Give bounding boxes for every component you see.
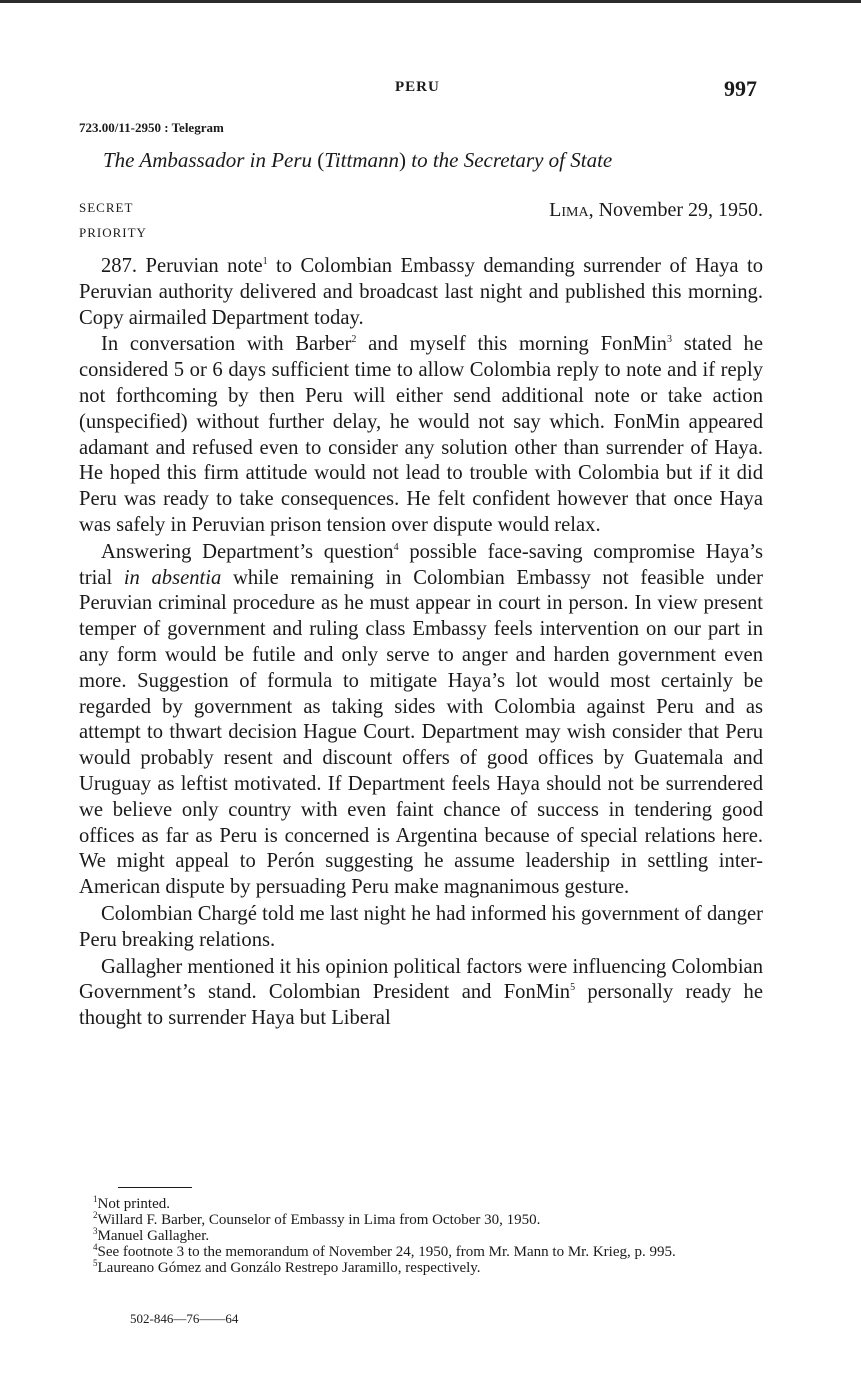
telegram-body: [79, 254, 763, 1033]
title-part-2: to the Secretary of State: [411, 148, 613, 172]
footnote: [77, 1212, 763, 1228]
dateline-place: Lima: [549, 199, 589, 221]
footnote-number: 4: [93, 1242, 98, 1252]
text-run: to Colombian Embassy demanding surrender of Haya to Peruvian authority delivered and broadcast last night and published this morning. Copy airmailed Department today.: [79, 255, 764, 329]
page-number: 997: [724, 76, 757, 101]
paragraph: [79, 254, 763, 331]
text-run: and myself this morning FonMin: [356, 333, 667, 356]
footnote-text: See footnote 3 to the memorandum of November 24, 1950, from Mr. Mann to Mr. Krieg, p. 995.: [97, 1244, 676, 1260]
title-part-1: The Ambassador in Peru: [103, 148, 313, 172]
text-run: possible face-saving compromise Haya’s trial: [79, 540, 763, 589]
text-run: personally ready he thought to surrender Haya but Liberal: [79, 981, 763, 1030]
document-title: [103, 148, 612, 173]
text-run: Gallagher mentioned it his opinion political factors were influencing Colombian Government’s stand. Colombian President and FonMin: [79, 955, 763, 1004]
title-name: Tittmann: [324, 148, 399, 172]
priority-label: PRIORITY: [79, 225, 147, 240]
text-run: stated he considered 5 or 6 days sufficient time to allow Colombia reply to note and if reply not forthcoming by then Peru will either send additional note or take action (unspecified) without further delay, he would not say which. FonMin appeared adamant and refused even to consider any solution other than surrender of Haya. He hoped this firm attitude would not lead to trouble with Colombia but if it did Peru was ready to take consequences. He felt confident however that once Haya was safely in Peruvian prison tension over dispute would relax.: [79, 333, 763, 536]
footnote-number: 2: [93, 1210, 98, 1220]
running-title: PERU: [395, 79, 440, 95]
footnote-number: 5: [93, 1258, 98, 1268]
text-run: 287. Peruvian note: [101, 255, 263, 277]
footnote: [77, 1244, 763, 1260]
footnote-ref: 2: [351, 334, 357, 346]
footnote-text: Not printed.: [97, 1196, 170, 1212]
paragraph: [79, 955, 763, 1032]
title-close-paren: ): [399, 148, 412, 172]
footnote-divider: [118, 1187, 192, 1188]
footnote-ref: 3: [666, 334, 672, 346]
footnote-ref: 1: [262, 256, 268, 268]
footnote-text: Manuel Gallagher.: [97, 1228, 210, 1244]
footnote-text: Laureano Gómez and Gonzálo Restrepo Jaramillo, respectively.: [97, 1260, 481, 1276]
footnote: [77, 1196, 763, 1212]
title-open-paren: (: [312, 148, 325, 172]
top-border: [0, 0, 861, 3]
footnote: [77, 1260, 763, 1276]
file-reference: 723.00/11-2950 : Telegram: [79, 120, 224, 135]
footnote-number: 3: [93, 1226, 98, 1236]
text-run: In conversation with Barber: [101, 333, 352, 356]
paragraph: [79, 540, 763, 901]
footnote-ref: 5: [570, 982, 576, 994]
print-code: 502-846—76——64: [130, 1311, 239, 1326]
classification-label: SECRET: [79, 200, 134, 215]
footnotes: [77, 1196, 763, 1276]
dateline: [549, 199, 763, 222]
text-run: while remaining in Colombian Embassy not feasible under Peruvian criminal procedure as he must appear in court in person. In view present temper of government and ruling class Embassy feels intervention on our part in any form would be futile and only serve to anger and harden government even more. Suggestion of formula to mitigate Haya’s lot would most certainly be regarded by government as taking sides with Colombia against Peru and as attempt to thwart decision Hague Court. Department may wish consider that Peru would probably resent and discount offers of good offices by Guatemala and Uruguay as leftist motivated. If Department feels Haya should not be surrendered we believe only country with even faint chance of success in tendering good offices as far as Peru is concerned is Argentina because of special relations here. We might appeal to Perón suggesting he assume leadership in settling inter-American dispute by persuading Peru make magnanimous gesture.: [79, 566, 763, 899]
footnote: [77, 1228, 763, 1244]
text-run: Colombian Chargé told me last night he had informed his government of danger Peru breaking relations.: [79, 902, 763, 951]
dateline-date: , November 29, 1950.: [588, 199, 763, 221]
footnote-text: Willard F. Barber, Counselor of Embassy in Lima from October 30, 1950.: [97, 1212, 541, 1228]
text-run: Answering Department’s question: [101, 540, 394, 563]
paragraph: [79, 332, 763, 538]
footnote-ref: 4: [393, 541, 399, 553]
running-head: [0, 76, 861, 106]
footnote-number: 1: [93, 1194, 98, 1204]
paragraph: [79, 902, 763, 954]
italic-phrase: in absentia: [123, 566, 222, 589]
